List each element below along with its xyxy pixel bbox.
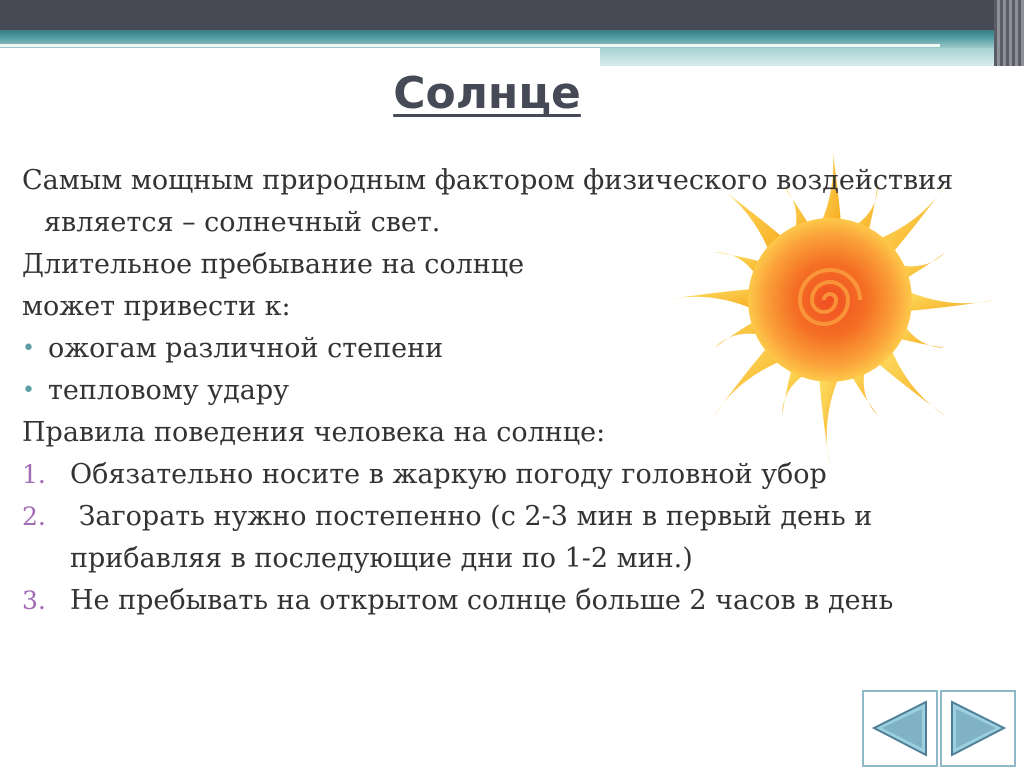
bullet-text: тепловому удару bbox=[48, 375, 290, 406]
paragraph-intro: Самым мощным природным фактором физического воздействия является – солнечный свет. bbox=[22, 165, 954, 238]
paragraph-duration: Длительное пребывание на солнце bbox=[22, 249, 525, 280]
slide-title bbox=[0, 68, 974, 119]
next-slide-button[interactable] bbox=[940, 690, 1016, 767]
header-stripes bbox=[994, 0, 1024, 66]
paragraph-consequence: может привести к: bbox=[22, 291, 291, 322]
rule-number: 3. bbox=[22, 586, 46, 615]
bullet-icon: • bbox=[22, 336, 35, 361]
header-dark-bar bbox=[0, 0, 1024, 30]
triangle-right-icon bbox=[942, 692, 1014, 765]
rule-number: 2. bbox=[22, 502, 46, 531]
rules-heading: Правила поведения человека на солнце: bbox=[22, 417, 606, 448]
header-teal-step bbox=[600, 48, 1024, 66]
rule-number: 1. bbox=[22, 460, 46, 489]
slide-title-text: Солнце bbox=[393, 68, 581, 119]
rule-text: Загорать нужно постепенно (с 2-3 мин в первый день и прибавляя в последующие дни по 1-2 мин.) bbox=[70, 501, 881, 574]
rule-item bbox=[22, 454, 1012, 496]
rule-text: Обязательно носите в жаркую погоду головной убор bbox=[70, 459, 827, 490]
rule-item bbox=[22, 580, 1012, 622]
rule-text: Не пребывать на открытом солнце больше 2 часов в день bbox=[70, 585, 894, 616]
slide-body bbox=[22, 160, 1012, 622]
bullet-text: ожогам различной степени bbox=[48, 333, 444, 364]
rule-item bbox=[22, 496, 1012, 580]
triangle-left-icon bbox=[864, 692, 936, 765]
header-divider bbox=[0, 44, 940, 47]
bullet-item bbox=[22, 328, 1012, 370]
bullet-icon: • bbox=[22, 378, 35, 403]
bullet-item bbox=[22, 370, 1012, 412]
previous-slide-button[interactable] bbox=[862, 690, 938, 767]
